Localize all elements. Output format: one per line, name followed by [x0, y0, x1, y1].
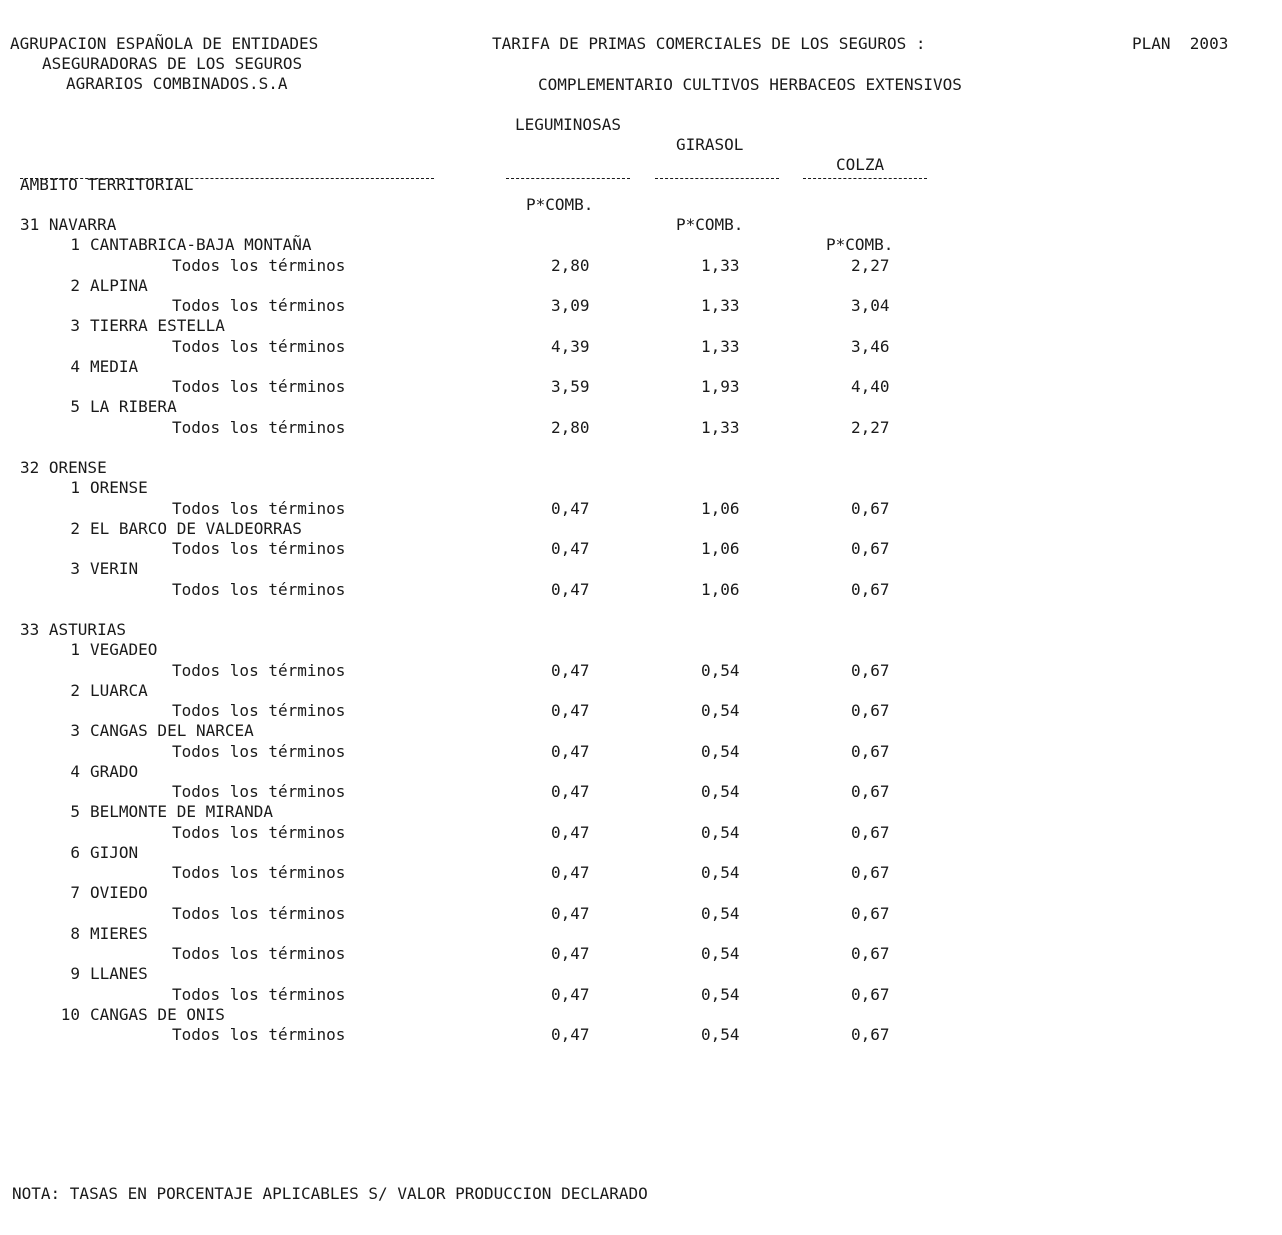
rate-girasol: 0,54: [701, 944, 740, 963]
zone-row: [0, 964, 1282, 984]
divider-ambito: [20, 178, 434, 179]
zone-row: [0, 640, 1282, 660]
rate-leguminosas: 4,39: [551, 336, 590, 356]
zone-row: [0, 235, 1282, 255]
rate-leguminosas: 3,59: [551, 377, 590, 396]
rate-girasol: 0,54: [701, 1025, 740, 1044]
rate-colza: 0,67: [851, 984, 890, 1004]
plan-year: PLAN 2003: [1132, 34, 1229, 53]
rate-colza: 0,67: [851, 1025, 890, 1044]
zone-number: 8: [70, 923, 80, 943]
rate-colza: 0,67: [851, 741, 890, 761]
zone-name: CANGAS DE ONIS: [90, 1004, 225, 1024]
ambito-header: AMBITO TERRITORIAL: [20, 175, 194, 194]
rate-colza: 2,27: [851, 417, 890, 437]
zone-number: 5: [70, 802, 80, 822]
zone-row: [0, 316, 1282, 336]
col-header-1: P*COMB.: [526, 195, 594, 214]
terms-row: [0, 337, 1282, 357]
zone-number: 1: [70, 640, 80, 660]
terms-label: Todos los términos: [172, 498, 346, 518]
zone-number: 1: [70, 235, 80, 255]
rate-girasol: 1,06: [701, 498, 740, 518]
terms-label: Todos los términos: [172, 336, 346, 356]
crop-leguminosas: LEGUMINOSAS: [515, 115, 621, 134]
terms-label: Todos los términos: [172, 255, 346, 275]
province-label: 32 ORENSE: [20, 458, 107, 477]
document-title: TARIFA DE PRIMAS COMERCIALES DE LOS SEGUROS :: [492, 34, 926, 53]
rate-colza: 0,67: [851, 498, 890, 518]
tariff-table: [0, 215, 1282, 1045]
rate-colza: 0,67: [851, 782, 890, 801]
zone-row: [0, 802, 1282, 822]
terms-label: Todos los términos: [172, 296, 346, 315]
rate-girasol: 0,54: [701, 701, 740, 720]
zone-number: 5: [70, 397, 80, 417]
terms-row: [0, 742, 1282, 762]
col-header-2: P*COMB.: [676, 215, 744, 234]
rate-colza: 0,67: [851, 944, 890, 963]
rate-girasol: 0,54: [701, 660, 740, 680]
zone-number: 2: [70, 518, 80, 538]
terms-label: Todos los términos: [172, 539, 346, 558]
terms-row: [0, 580, 1282, 600]
zone-name: LLANES: [90, 964, 148, 984]
rate-girasol: 1,33: [701, 255, 740, 275]
zone-name: CANGAS DEL NARCEA: [90, 721, 254, 741]
rate-leguminosas: 0,47: [551, 498, 590, 518]
zone-name: TIERRA ESTELLA: [90, 316, 225, 336]
zone-row: [0, 559, 1282, 579]
zone-name: LUARCA: [90, 680, 148, 700]
terms-row: [0, 782, 1282, 802]
rate-leguminosas: 0,47: [551, 782, 590, 801]
zone-name: VEGADEO: [90, 640, 158, 660]
zone-name: EL BARCO DE VALDEORRAS: [90, 518, 302, 538]
zone-row: [0, 478, 1282, 498]
rate-colza: 0,67: [851, 903, 890, 923]
rate-leguminosas: 0,47: [551, 701, 590, 720]
org-line-3: AGRARIOS COMBINADOS.S.A: [66, 74, 288, 93]
rate-colza: 0,67: [851, 701, 890, 720]
terms-row: [0, 904, 1282, 924]
zone-number: 2: [70, 275, 80, 295]
divider-col-3: [803, 178, 927, 179]
rate-leguminosas: 0,47: [551, 660, 590, 680]
rate-girasol: 0,54: [701, 903, 740, 923]
col-header-3: P*COMB.: [826, 235, 894, 254]
rate-colza: 2,27: [851, 255, 890, 275]
terms-label: Todos los términos: [172, 984, 346, 1004]
rate-leguminosas: 0,47: [551, 984, 590, 1004]
document-subtitle: COMPLEMENTARIO CULTIVOS HERBACEOS EXTENSIVOS: [538, 75, 962, 94]
rate-girasol: 1,33: [701, 417, 740, 437]
zone-name: OVIEDO: [90, 883, 148, 903]
zone-number: 3: [70, 316, 80, 336]
footnote: NOTA: TASAS EN PORCENTAJE APLICABLES S/ VALOR PRODUCCION DECLARADO: [12, 1184, 648, 1203]
zone-row: [0, 883, 1282, 903]
rate-girasol: 1,33: [701, 336, 740, 356]
province-label: 31 NAVARRA: [20, 215, 117, 234]
zone-row: [0, 681, 1282, 701]
zone-row: [0, 519, 1282, 539]
province-row: [0, 458, 1282, 478]
zone-name: CANTABRICA-BAJA MONTAÑA: [90, 235, 312, 255]
terms-row: [0, 823, 1282, 843]
zone-number: 3: [70, 721, 80, 741]
terms-label: Todos los términos: [172, 903, 346, 923]
zone-name: ORENSE: [90, 478, 148, 498]
terms-label: Todos los términos: [172, 863, 346, 882]
section-gap: [0, 438, 1282, 458]
rate-colza: 0,67: [851, 539, 890, 558]
rate-leguminosas: 0,47: [551, 741, 590, 761]
terms-row: [0, 256, 1282, 276]
rate-girasol: 1,33: [701, 296, 740, 315]
zone-number: 2: [70, 680, 80, 700]
rate-colza: 0,67: [851, 863, 890, 882]
rate-colza: 4,40: [851, 377, 890, 396]
province-row: [0, 215, 1282, 235]
zone-number: 6: [70, 842, 80, 862]
rate-colza: 0,67: [851, 822, 890, 842]
terms-label: Todos los términos: [172, 660, 346, 680]
province-row: [0, 620, 1282, 640]
terms-label: Todos los términos: [172, 782, 346, 801]
province-label: 33 ASTURIAS: [20, 620, 126, 639]
zone-row: [0, 397, 1282, 417]
rate-leguminosas: 0,47: [551, 944, 590, 963]
zone-name: VERIN: [90, 559, 139, 579]
rate-girasol: 0,54: [701, 822, 740, 842]
zone-number: 4: [70, 761, 80, 781]
zone-name: ALPINA: [90, 275, 148, 295]
rate-girasol: 0,54: [701, 741, 740, 761]
terms-row: [0, 985, 1282, 1005]
terms-label: Todos los términos: [172, 944, 346, 963]
rate-colza: 0,67: [851, 579, 890, 599]
rate-leguminosas: 3,09: [551, 296, 590, 315]
terms-row: [0, 296, 1282, 316]
divider-col-1: [506, 178, 630, 179]
zone-number: 3: [70, 559, 80, 579]
rate-leguminosas: 0,47: [551, 579, 590, 599]
terms-row: [0, 701, 1282, 721]
crop-colza: COLZA: [836, 155, 885, 174]
rate-leguminosas: 0,47: [551, 903, 590, 923]
rate-girasol: 1,06: [701, 579, 740, 599]
rate-leguminosas: 0,47: [551, 863, 590, 882]
terms-label: Todos los términos: [172, 701, 346, 720]
crop-girasol: GIRASOL: [676, 135, 744, 154]
rate-colza: 3,04: [851, 296, 890, 315]
zone-row: [0, 721, 1282, 741]
rate-girasol: 1,93: [701, 377, 740, 396]
org-line-1: AGRUPACION ESPAÑOLA DE ENTIDADES: [10, 34, 319, 53]
zone-row: [0, 924, 1282, 944]
zone-number: 7: [70, 883, 80, 903]
zone-row: [0, 357, 1282, 377]
rate-leguminosas: 0,47: [551, 539, 590, 558]
terms-label: Todos los términos: [172, 417, 346, 437]
zone-name: MIERES: [90, 923, 148, 943]
zone-row: [0, 276, 1282, 296]
zone-number: 9: [70, 964, 80, 984]
terms-row: [0, 1025, 1282, 1045]
section-gap: [0, 600, 1282, 620]
terms-label: Todos los términos: [172, 1025, 346, 1044]
zone-name: LA RIBERA: [90, 397, 177, 417]
rate-leguminosas: 0,47: [551, 1025, 590, 1044]
zone-row: [0, 1005, 1282, 1025]
terms-row: [0, 863, 1282, 883]
terms-row: [0, 539, 1282, 559]
rate-colza: 3,46: [851, 336, 890, 356]
terms-row: [0, 499, 1282, 519]
crop-header-row: [0, 95, 1282, 174]
zone-name: BELMONTE DE MIRANDA: [90, 802, 274, 822]
terms-label: Todos los términos: [172, 579, 346, 599]
zone-number: 1: [70, 478, 80, 498]
zone-number: 10: [60, 1004, 80, 1024]
terms-row: [0, 661, 1282, 681]
rate-girasol: 0,54: [701, 863, 740, 882]
terms-row: [0, 377, 1282, 397]
rate-colza: 0,67: [851, 660, 890, 680]
terms-label: Todos los términos: [172, 741, 346, 761]
rate-leguminosas: 0,47: [551, 822, 590, 842]
org-line-2: ASEGURADORAS DE LOS SEGUROS: [42, 54, 303, 73]
zone-name: MEDIA: [90, 356, 139, 376]
rate-girasol: 0,54: [701, 984, 740, 1004]
zone-number: 4: [70, 356, 80, 376]
zone-row: [0, 843, 1282, 863]
terms-row: [0, 944, 1282, 964]
terms-label: Todos los términos: [172, 377, 346, 396]
divider-col-2: [655, 178, 779, 179]
zone-row: [0, 762, 1282, 782]
rate-leguminosas: 2,80: [551, 417, 590, 437]
rate-girasol: 0,54: [701, 782, 740, 801]
rate-leguminosas: 2,80: [551, 255, 590, 275]
zone-name: GIJON: [90, 842, 139, 862]
zone-name: GRADO: [90, 761, 139, 781]
terms-label: Todos los términos: [172, 822, 346, 842]
rate-girasol: 1,06: [701, 539, 740, 558]
terms-row: [0, 418, 1282, 438]
